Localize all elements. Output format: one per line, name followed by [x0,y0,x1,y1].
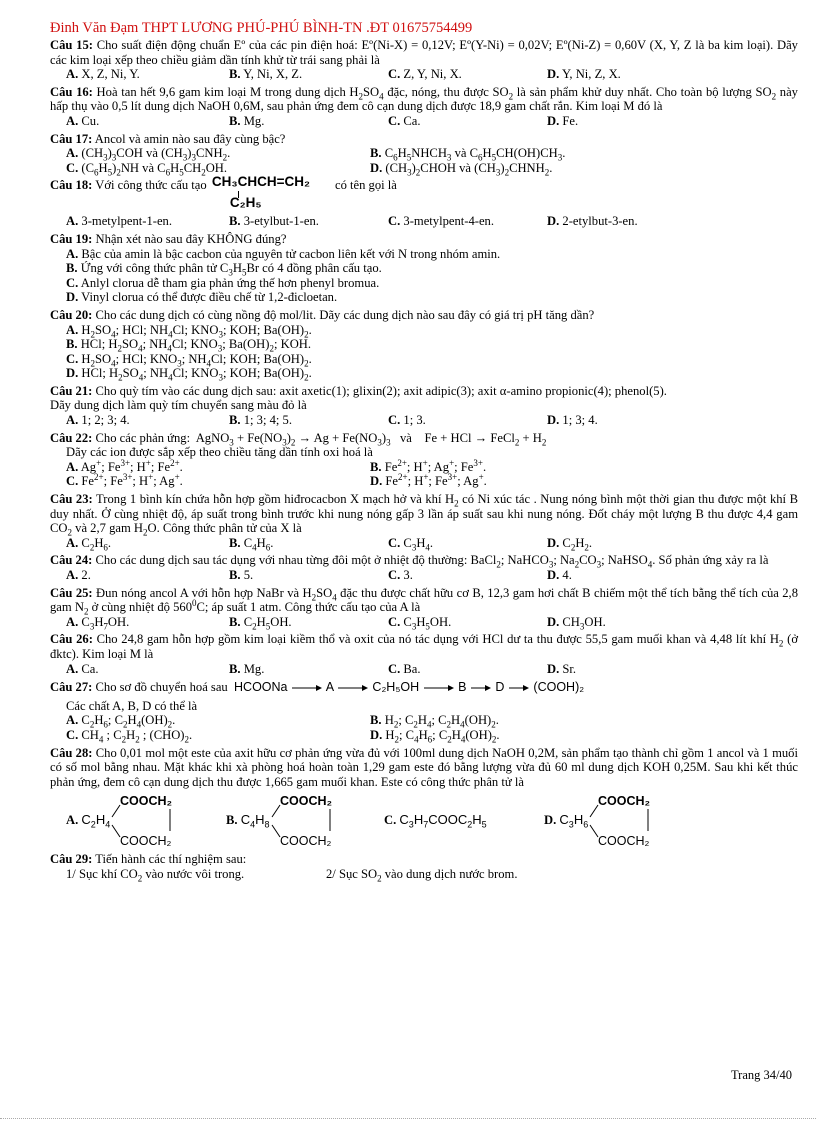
option-b[interactable]: B. Mg. [229,661,265,676]
option-a[interactable]: A. $C_2H_6$. [66,535,112,553]
option-a[interactable]: A. 2. [66,568,91,582]
question-number: Câu 17: [50,131,93,146]
question-number: Câu 27: [50,680,93,695]
question-24: Câu 24: Cho các dung dịch sau tác dụng với nhau từng đôi một ở nhiệt độ thường: BaCl$_2$; NaHCO$_3$; $Na_2CO_3$; NaHSO$_4$. Số phản ứng xảy ra là A. 2. B. 5. C. 3. D. 4. [50,553,798,582]
option-b[interactable]: B. 3-etylbut-1-en. [229,214,319,229]
question-number: Câu 26: [50,632,93,647]
question-20 [50,308,798,381]
option-c[interactable]: C. Anlyl clorua dễ tham gia phản ứng thế hơn phenyl bromua. [66,275,380,290]
option-a[interactable]: A. 3-metylpent-1-en. [66,214,172,229]
question-number: Câu 21: [50,383,93,398]
ester-bracket-icon [588,793,670,847]
question-text: Cho các dung dịch có cùng nồng độ mol/lit. Dãy các dung dịch nào sau đây có giá trị pH tăng dần? [92,307,595,322]
answer-options [50,214,798,229]
answer-options [50,161,798,176]
page-bottom-divider [0,1118,816,1119]
option-b[interactable]: B. Mg. [229,113,265,128]
question-23: Câu 23: Trong 1 bình kín chứa hỗn hợp gồm hiđrocacbon X mạch hở và khí $H_2$ có Ni xúc tác . Nung nóng bình một thời gian thu được một khí B duy nhất. Ở cùng nhiệt độ, áp suất trong bình trước khi nung nóng gấp 3 lần áp suất sau khi nung nóng. Đốt cháy một lượng B thu được 4,4 gam $CO_2$ và 2,7 gam $H_2O$. Công thức phân tử của X là A. $C_2H_6$. B. $C_4H_6$. C. $C_3H_4$. D. $C_2H_2$. [50,492,798,553]
option-b[interactable]: B. HCl; $H_2SO_4$; $NH_4Cl$; $KNO_3$; $Ba(OH)_2$; KOH. [66,337,312,354]
option-b[interactable]: B. $C_4H_8$ COOCH₂ COOCH₂ [226,793,384,847]
answer-options [50,728,798,743]
question-text: Với công thức cấu tạo [92,178,207,193]
answer-options [50,474,798,489]
option-b[interactable]: B. Ứng với công thức phân tử $C_3H_5Br$ có 4 đồng phân cấu tạo. [66,261,382,278]
structural-formula: CH₃CHCH=CH₂ C₂H₅ [211,174,310,211]
option-b[interactable]: B. 1; 3; 4; 5. [229,413,292,428]
option-d[interactable]: D. Fe. [547,113,579,128]
question-text: Tiến hành các thí nghiệm sau: [92,852,247,867]
page-header: Đinh Văn Đạm THPT LƯƠNG PHÚ-PHÚ BÌNH-TN .ĐT 01675754499 [50,20,473,36]
option-c[interactable]: C. $C_3H_4$. [388,535,434,553]
option-a[interactable]: A. $H_2SO_4$; HCl; $NH_4Cl$; $KNO_3$; KOH; $Ba(OH)_2$. [66,322,312,340]
option-c[interactable]: C. $H_2SO_4$; HCl; $KNO_3$; $NH_4Cl$; KOH; $Ba(OH)_2$. [66,351,312,369]
experiment-1: 1/ Sục khí $CO_2$ vào nước vôi trong. [66,866,245,884]
question-number: Câu 19: [50,231,93,246]
option-c[interactable]: C. Z, Y, Ni, X. [388,67,462,82]
option-d[interactable]: D. $Fe^{2+}$; H+; $Fe^{3+}$; Ag+. [370,472,487,489]
option-a[interactable]: A. Ag+; $Fe^{3+}$; H+; $Fe^{2+}$. [66,457,183,474]
page-content [50,38,798,882]
question-21 [50,384,798,428]
question-number: Câu 20: [50,307,93,322]
question-28: Câu 28: Cho 0,01 mol một este của axit hữu cơ phản ứng vừa đủ với 100ml dung dịch NaOH 0,2M, sản phẩm tạo thành chỉ gồm 1 ancol và 1 muối có số mol bằng nhau. Mặt khác khi xà phòng hoá hoàn toàn 1,29 gam este đó bằng lượng vừa đủ 60 ml dung dịch KOH 0,25M. Sau khi kết thúc phản ứng, đem cô cạn dung dịch thu được 1,665 gam muối khan. Este có công thức phân tử là A. $C_2H_4$ COOCH₂ COOCH₂ B. $C_4H_8$ COOCH₂ COOCH₂ C. $C_3H_7COOC_2H_5$ D. $C_3H_6$ COOCH₂ COOCH₂ [50,745,798,848]
arrow-icon [470,684,492,692]
svg-text:COOCH₂: COOCH₂ [120,834,172,848]
option-d[interactable]: D. $CH_3OH$. [547,614,606,632]
option-a[interactable]: A. $C_2H_4$ COOCH₂ COOCH₂ [50,793,226,847]
ester-bracket-icon [110,793,192,847]
option-c[interactable]: C. 3-metylpent-4-en. [388,214,494,229]
question-number: Câu 16: [50,84,93,99]
question-number: Câu 23: [50,492,93,507]
option-d[interactable]: D. 1; 3; 4. [547,413,598,428]
option-d[interactable]: D. Sr. [547,661,577,676]
arrow-icon [508,684,530,692]
question-text: Nhận xét nào sau đây KHÔNG đúng? [92,231,287,246]
option-c[interactable]: C. $CH_4$ ; $C_2H_2$ ; $(CHO)_2$. [66,727,193,745]
arrow-icon [337,684,369,692]
option-a[interactable]: A. 1; 2; 3; 4. [66,413,130,428]
option-a[interactable]: A. Ca. [66,661,99,676]
option-d[interactable]: D. $H_2$; $C_4H_6$; $C_2H_4(OH)_2$. [370,727,500,745]
answer-options [50,536,798,551]
answer-options [50,67,798,82]
question-26: Câu 26: Cho 24,8 gam hỗn hợp gồm kim loại kiềm thổ và oxit của nó tác dụng với HCl dư ta thu được 55,5 gam muối khan và 4,48 lít khí $H_2$ (ở đktc). Kim loại M là A. Ca. B. Mg. C. Ba. D. Sr. [50,632,798,676]
question-number: Câu 18: [50,178,93,193]
option-b[interactable]: B. $C_4H_6$. [229,535,274,553]
question-number: Câu 15: [50,38,93,52]
answer-options [50,713,798,728]
question-25: Câu 25: Đun nóng ancol A với hỗn hợp NaBr và $H_2SO_4$ đặc thu được chất hữu cơ B, 12,3 gam hơi chất B chiếm một thể tích bằng thể tích của 2,8 gam $N_2$ ở cùng nhiệt độ $560^0C$; áp suất 1 atm. Công thức cấu tạo của A là A. $C_3H_7OH$. B. $C_2H_5OH$. C. $C_3H_5OH$. D. $CH_3OH$. [50,585,799,632]
svg-text:COOCH₂: COOCH₂ [120,794,173,809]
answer-options [50,247,798,305]
option-b[interactable]: B. $C_2H_5OH$. [229,614,292,632]
question-text: Ancol và amin nào sau đây cùng bậc? [92,131,286,146]
option-b[interactable]: B. $C_6H_5NHCH_3$ và $C_6H_5CH(OH)CH_3$. [370,146,566,163]
option-a[interactable]: A. X, Z, Ni, Y. [66,67,140,82]
option-a[interactable]: A. $C_3H_7OH$. [66,614,130,632]
question-text-line-2: Các chất A, B, D có thể là [66,698,198,713]
option-d[interactable]: D. $C_3H_6$ COOCH₂ COOCH₂ [544,793,744,847]
question-17 [50,132,798,176]
experiment-list [50,867,798,882]
question-29 [50,852,798,884]
arrow-icon [423,684,455,692]
option-a[interactable]: A. Bậc của amin là bậc cacbon của nguyên tử cacbon liên kết với N trong nhóm amin. [66,246,501,261]
option-c[interactable]: C. 1; 3. [388,413,426,428]
answer-options [50,413,798,428]
option-b[interactable]: B. $H_2$; $C_2H_4$; $C_2H_4(OH)_2$. [370,713,499,730]
question-number: Câu 24: [50,553,93,568]
option-a[interactable]: A. $(CH_3)_3COH$ và $(CH_3)_3CNH_2$. [66,146,231,163]
page-number: Trang 34/40 [730,1068,792,1082]
option-c[interactable]: C. $Fe^{2+}$; $Fe^{3+}$; H+; Ag+. [66,472,183,489]
option-b[interactable]: B. $Fe^{2+}$; H+; Ag+; $Fe^{3+}$. [370,457,487,474]
option-c[interactable]: C. Ba. [388,661,421,676]
option-d[interactable]: D. Vinyl clorua có thể được điều chế từ 1,2-đicloetan. [66,290,338,305]
question-22: Câu 22: Cho các phản ứng: AgNO$_3$ + $Fe(NO_3)_2 \to Ag + Fe(NO_3)_3$ và Fe + HCl → FeCl$_2$ + $H_2$ Dãy các ion được sắp xếp theo chiều tăng dần tính oxi hoá là A. Ag+; $Fe^{3+}$; H+; $Fe^{2+}$. B. $Fe^{2+}$; H+; Ag+; $Fe^{3+}$. C. $Fe^{2+}$; $Fe^{3+}$; H+; Ag+. D. $Fe^{2+}$; H+; $Fe^{3+}$; Ag+. [50,431,798,489]
option-d[interactable]: D. $C_2H_2$. [547,535,593,553]
question-text-line-2: Dãy các ion được sắp xếp theo chiều tăng dần tính oxi hoá là [66,445,373,460]
option-c[interactable]: C. $C_3H_7COOC_2H_5$ [384,812,487,830]
option-c[interactable]: C. 3. [388,568,413,582]
answer-options [50,662,798,677]
experiment-2: 2/ Sục $SO_2$ vào dung dịch nước brom. [326,866,518,884]
question-number: Câu 28: [50,745,93,760]
option-b[interactable]: B. 5. [229,568,254,582]
answer-options [50,568,798,583]
answer-options [50,114,798,129]
option-d[interactable]: D. 4. [547,568,572,582]
question-15 [50,38,798,82]
answer-options [50,791,798,849]
conversion-scheme: HCOONa A C₂H₅OH B D (COOH)₂ [234,680,585,695]
option-a[interactable]: A. Cu. [66,113,100,128]
option-a[interactable]: A. $C_2H_6$; $C_2H_4(OH)_2$. [66,713,176,730]
ester-bracket-icon [270,793,352,847]
option-d[interactable]: D. 2-etylbut-3-en. [547,214,638,229]
question-number: Câu 22: [50,430,93,445]
question-text: Cho các phản ứng: [92,430,191,445]
question-text-line-2: Dãy dung dịch làm quỳ tím chuyển sang màu đỏ là [50,398,307,413]
question-18: Câu 18: Với công thức cấu tạo CH₃CHCH=CH₂ C₂H₅ có tên gọi là A. 3-metylpent-1-en. B. 3-etylbut-1-en. C. 3-metylpent-4-en. D. 2-etylbut-3-en. [50,178,798,229]
option-c[interactable]: C. Ca. [388,113,421,128]
question-number: Câu 25: [50,585,93,600]
question-text: Cho quỳ tím vào các dung dịch sau: axit axetic(1); glixin(2); axit adipic(3); axit α-amino propionic(4); phenol(5). [92,383,667,398]
option-c[interactable]: C. $(C_6H_5)_2NH$ và $C_6H_5CH_2OH$. [66,160,228,178]
question-16: Câu 16: Hoà tan hết 9,6 gam kim loại M trong dung dịch $H_2SO_4$ đặc, nóng, thu được $SO_2$ là sản phẩm khử duy nhất. Cho toàn bộ lượng $SO_2$ này hấp thụ vào 0,5 lít dung dịch NaOH 0,6M, sau phản ứng đem cô cạn dung dịch được 18,9 gam chất rắn. Kim loại M đó là A. Cu. B. Mg. C. Ca. D. Fe. [50,84,798,128]
question-number: Câu 29: [50,852,93,867]
svg-text:COOCH₂: COOCH₂ [279,794,332,809]
question-text: Cho sơ đồ chuyển hoá sau [92,680,228,695]
option-d[interactable]: D. HCl; $H_2SO_4$; $NH_4Cl$; $KNO_3$; KOH; $Ba(OH)_2$. [66,366,312,383]
option-b[interactable]: B. Y, Ni, X, Z. [229,67,303,82]
option-d[interactable]: D. $(CH_3)_2CHOH$ và $(CH_3)_2CHNH_2$. [370,160,553,178]
answer-options [50,615,798,630]
svg-text:COOCH₂: COOCH₂ [598,794,651,809]
question-text: Cho suất điện động chuẩn Eº của các pin điện hoá: Eº(Ni-X) = 0,12V; Eº(Y-Ni) = 0,02V; Eº(Ni-Z) = 0,60V (X, Y, Z là ba kim loại). Dãy các kim loại xếp theo chiều giảm dần tính khử từ trái sang phải là [50,38,798,67]
answer-options [50,146,798,161]
option-c[interactable]: C. $C_3H_5OH$. [388,614,452,632]
arrow-icon [291,684,323,692]
answer-options [50,323,798,381]
question-27 [50,680,798,745]
svg-text:COOCH₂: COOCH₂ [598,834,650,848]
svg-text:COOCH₂: COOCH₂ [279,834,331,848]
option-d[interactable]: D. Y, Ni, Z, X. [547,67,621,82]
question-19 [50,232,798,305]
